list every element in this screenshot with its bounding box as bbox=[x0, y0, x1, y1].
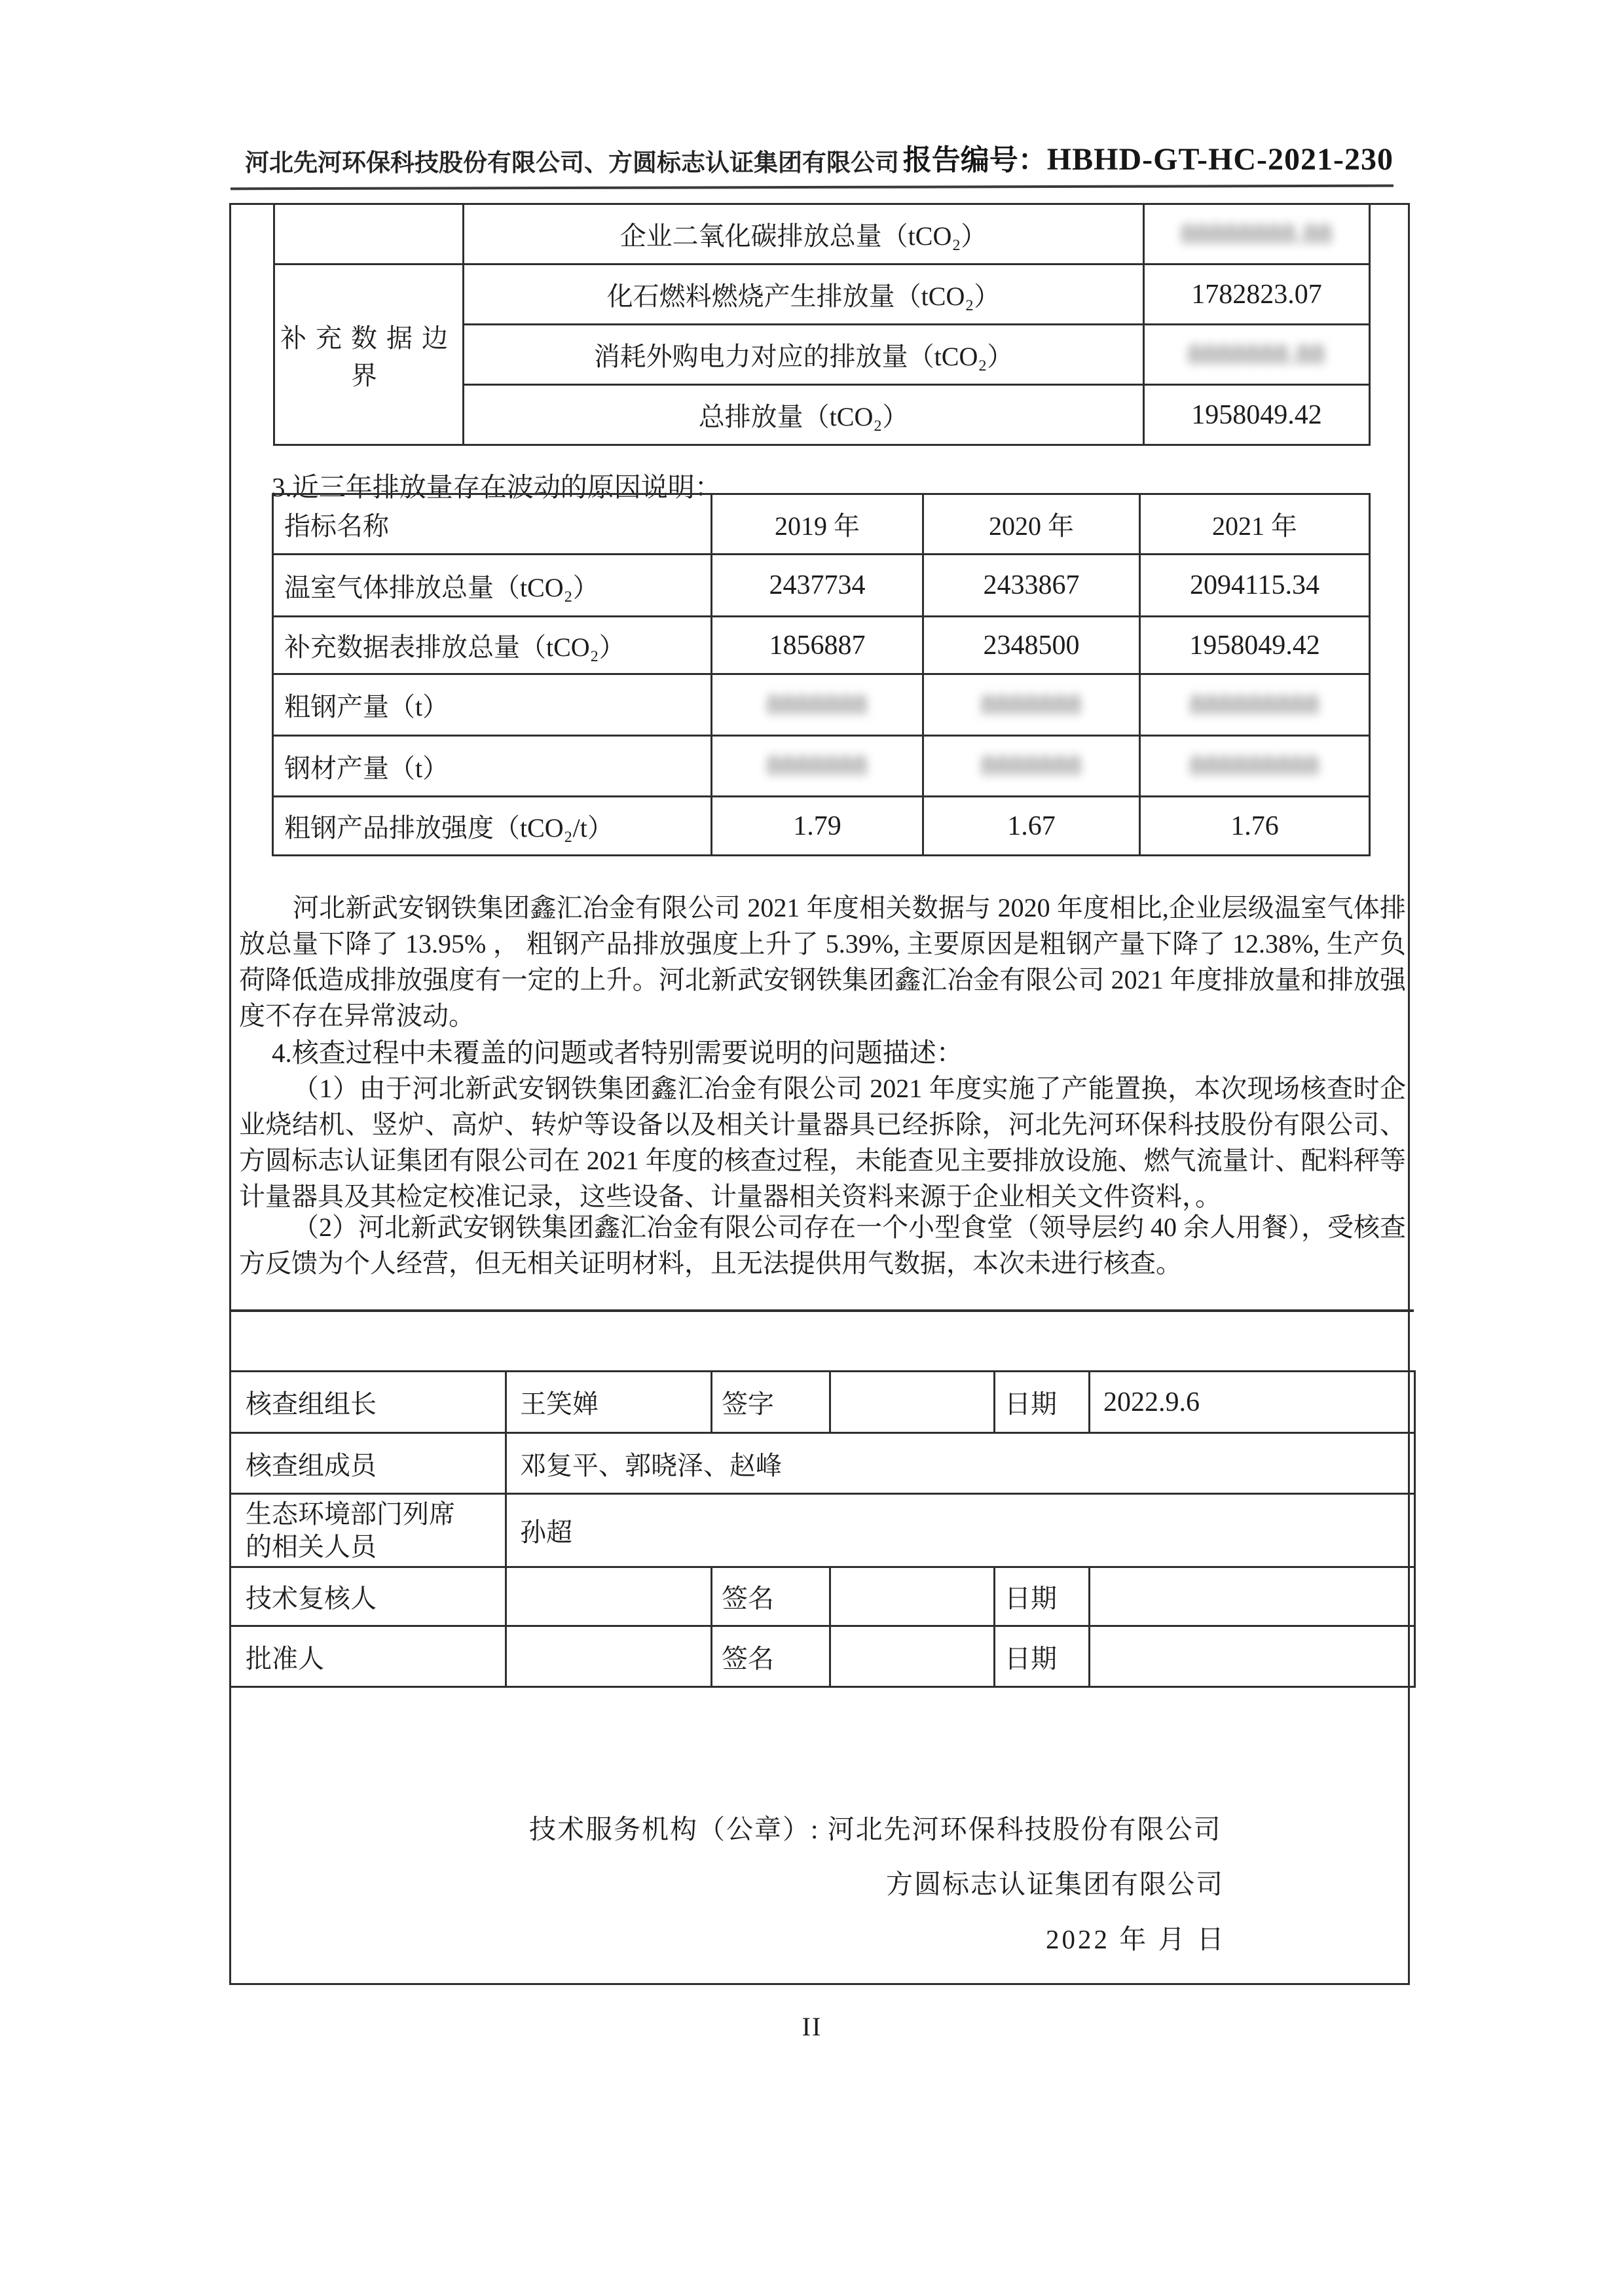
sig-role-label bbox=[231, 1494, 506, 1567]
signature-row-members bbox=[231, 1433, 1415, 1494]
redacted-value: 8888888 bbox=[981, 689, 1082, 720]
agency-name-2: 方圆标志认证集团有限公司 bbox=[886, 1869, 1224, 1899]
col-header-indicator: 指标名称 bbox=[273, 494, 712, 555]
content-frame bbox=[229, 203, 1410, 1985]
value-cell bbox=[712, 674, 923, 736]
value-cell bbox=[712, 736, 923, 797]
redacted-value: 888888888 bbox=[1190, 689, 1320, 720]
issue-item-2: （2）河北新武安钢铁集团鑫汇冶金有限公司存在一个小型食堂（领导层约 40 余人用餐），受核查方反馈为个人经营，但无相关证明材料，且无法提供用气数据，本次未进行核查。 bbox=[239, 1212, 1406, 1278]
redacted-value: 8888888.88 bbox=[1188, 339, 1325, 370]
sig-sign-label: 签名 bbox=[712, 1626, 830, 1687]
value-cell: 1856887 bbox=[712, 617, 923, 674]
sig-sign-label: 签字 bbox=[712, 1372, 830, 1433]
section-divider bbox=[229, 1309, 1414, 1312]
col-header-2020: 2020 年 bbox=[923, 494, 1140, 555]
value-cell: 2437734 bbox=[712, 555, 923, 617]
value-cell bbox=[1140, 674, 1370, 736]
sig-role-label: 核查组组长 bbox=[231, 1372, 506, 1433]
table-row bbox=[273, 617, 1370, 674]
stamp-date-line: 2022 年 月 日 bbox=[1046, 1924, 1227, 1954]
redacted-value: 888888888 bbox=[1190, 751, 1320, 781]
table-row bbox=[273, 674, 1370, 736]
supplementary-data-table bbox=[273, 203, 1371, 446]
report-number-value: HBHD-GT-HC-2021-230 bbox=[1046, 142, 1393, 177]
table-header-row bbox=[273, 494, 1370, 555]
section4-title: 4.核查过程中未覆盖的问题或者特别需要说明的问题描述： bbox=[272, 1038, 963, 1068]
sig-date-value bbox=[1090, 1626, 1415, 1687]
sig-date-label: 日期 bbox=[995, 1626, 1090, 1687]
sig-name: 王笑婵 bbox=[506, 1372, 712, 1433]
table-row bbox=[273, 736, 1370, 797]
indicator-cell: 粗钢产量（t） bbox=[273, 674, 712, 736]
signature-row-leader bbox=[231, 1372, 1415, 1433]
agency-stamp-line bbox=[529, 1808, 1222, 1846]
sig-role-label: 技术复核人 bbox=[231, 1567, 506, 1626]
signature-row-observers bbox=[231, 1494, 1415, 1567]
indicator-cell: 钢材产量（t） bbox=[273, 736, 712, 797]
indicator-cell: 温室气体排放总量（tCO₂） bbox=[273, 555, 712, 617]
value-cell: 1782823.07 bbox=[1144, 264, 1370, 325]
value-cell bbox=[1144, 325, 1370, 385]
agency-stamp-label: 技术服务机构（公章）: bbox=[529, 1814, 828, 1844]
value-cell bbox=[1140, 736, 1370, 797]
sig-signature-cell bbox=[830, 1626, 995, 1687]
report-number-label: 报告编号： bbox=[902, 144, 1047, 176]
value-cell: 1.79 bbox=[712, 797, 923, 856]
item-cell: 企业二氧化碳排放总量（tCO₂） bbox=[464, 204, 1144, 264]
table-row bbox=[273, 797, 1370, 856]
section3-title: 3.近三年排放量存在波动的原因说明： bbox=[272, 472, 722, 502]
indicator-cell: 粗钢产品排放强度（tCO₂/t） bbox=[273, 797, 712, 856]
fluctuation-table bbox=[272, 493, 1371, 856]
table-row bbox=[274, 264, 1370, 325]
sig-role-label: 核查组成员 bbox=[231, 1433, 506, 1494]
sig-names: 孙超 bbox=[506, 1494, 1415, 1567]
value-cell bbox=[923, 736, 1140, 797]
value-cell: 1958049.42 bbox=[1140, 617, 1370, 674]
issue-item-1: （1）由于河北新武安钢铁集团鑫汇冶金有限公司 2021 年度实施了产能置换，本次现场核查时企业烧结机、竖炉、高炉、转炉等设备以及相关计量器具已经拆除，河北先河环保科技股份有限公司、方圆标志认证集团有限公司在 2021 年度的核查过程，未能查见主要排放设施、燃气流量计、配料秤等计量器具及其检定校准记录，这些设备、计量器相关资料来源于企业相关文件资料，。 bbox=[239, 1074, 1406, 1211]
sig-date-value bbox=[1090, 1567, 1415, 1626]
value-cell bbox=[923, 674, 1140, 736]
value-cell: 2348500 bbox=[923, 617, 1140, 674]
page-number: II bbox=[802, 2012, 822, 2041]
table-row bbox=[274, 204, 1370, 264]
header-divider bbox=[231, 185, 1393, 191]
report-number bbox=[903, 136, 1393, 178]
sig-role-label: 批准人 bbox=[231, 1626, 506, 1687]
sig-name bbox=[506, 1626, 712, 1687]
signature-table bbox=[229, 1370, 1416, 1688]
sig-name bbox=[506, 1567, 712, 1626]
redacted-value: 8888888 bbox=[981, 751, 1082, 781]
sig-signature-cell bbox=[830, 1567, 995, 1626]
value-cell: 1.67 bbox=[923, 797, 1140, 856]
sig-role-label-text: 生态环境部门列席的相关人员 bbox=[246, 1499, 455, 1561]
value-cell: 1958049.42 bbox=[1144, 385, 1370, 445]
sig-sign-label: 签名 bbox=[712, 1567, 830, 1626]
sig-date-label: 日期 bbox=[995, 1567, 1090, 1626]
signature-row-reviewer bbox=[231, 1567, 1415, 1626]
value-cell bbox=[1144, 204, 1370, 264]
value-cell: 1.76 bbox=[1140, 797, 1370, 856]
sig-names: 邓复平、郭晓泽、赵峰 bbox=[506, 1433, 1415, 1494]
redacted-value: 8888888 bbox=[767, 689, 868, 720]
sig-date-value: 2022.9.6 bbox=[1090, 1372, 1415, 1433]
col-header-2019: 2019 年 bbox=[712, 494, 923, 555]
col-header-2021: 2021 年 bbox=[1140, 494, 1370, 555]
group-label-cell: 补充数据边界 bbox=[274, 264, 464, 445]
signature-row-approver bbox=[231, 1626, 1415, 1687]
item-cell: 总排放量（tCO₂） bbox=[464, 385, 1144, 445]
sig-date-label: 日期 bbox=[995, 1372, 1090, 1433]
value-cell: 2433867 bbox=[923, 555, 1140, 617]
group-label-cell-empty bbox=[274, 204, 464, 264]
header-company-line: 河北先河环保科技股份有限公司、方圆标志认证集团有限公司 bbox=[245, 149, 899, 176]
value-cell: 2094115.34 bbox=[1140, 555, 1370, 617]
redacted-value: 88888888.88 bbox=[1181, 219, 1333, 249]
indicator-cell: 补充数据表排放总量（tCO₂） bbox=[273, 617, 712, 674]
agency-name-1: 河北先河环保科技股份有限公司 bbox=[827, 1814, 1222, 1844]
redacted-value: 8888888 bbox=[767, 751, 868, 781]
fluctuation-analysis-paragraph: 河北新武安钢铁集团鑫汇冶金有限公司 2021 年度相关数据与 2020 年度相比,企业层级温室气体排放总量下降了 13.95% ， 粗钢产品排放强度上升了 5.39%, 主要原因是粗钢产量下降了 12.38%, 生产负荷降低造成排放强度有一定的上升。河北新武安钢铁集团鑫汇冶金有限公司 2021 年度排放量和排放强度不存在异常波动。 bbox=[239, 893, 1406, 1030]
sig-signature-cell bbox=[830, 1372, 995, 1433]
table-row bbox=[273, 555, 1370, 617]
item-cell: 消耗外购电力对应的排放量（tCO₂） bbox=[464, 325, 1144, 385]
item-cell: 化石燃料燃烧产生排放量（tCO₂） bbox=[464, 264, 1144, 325]
